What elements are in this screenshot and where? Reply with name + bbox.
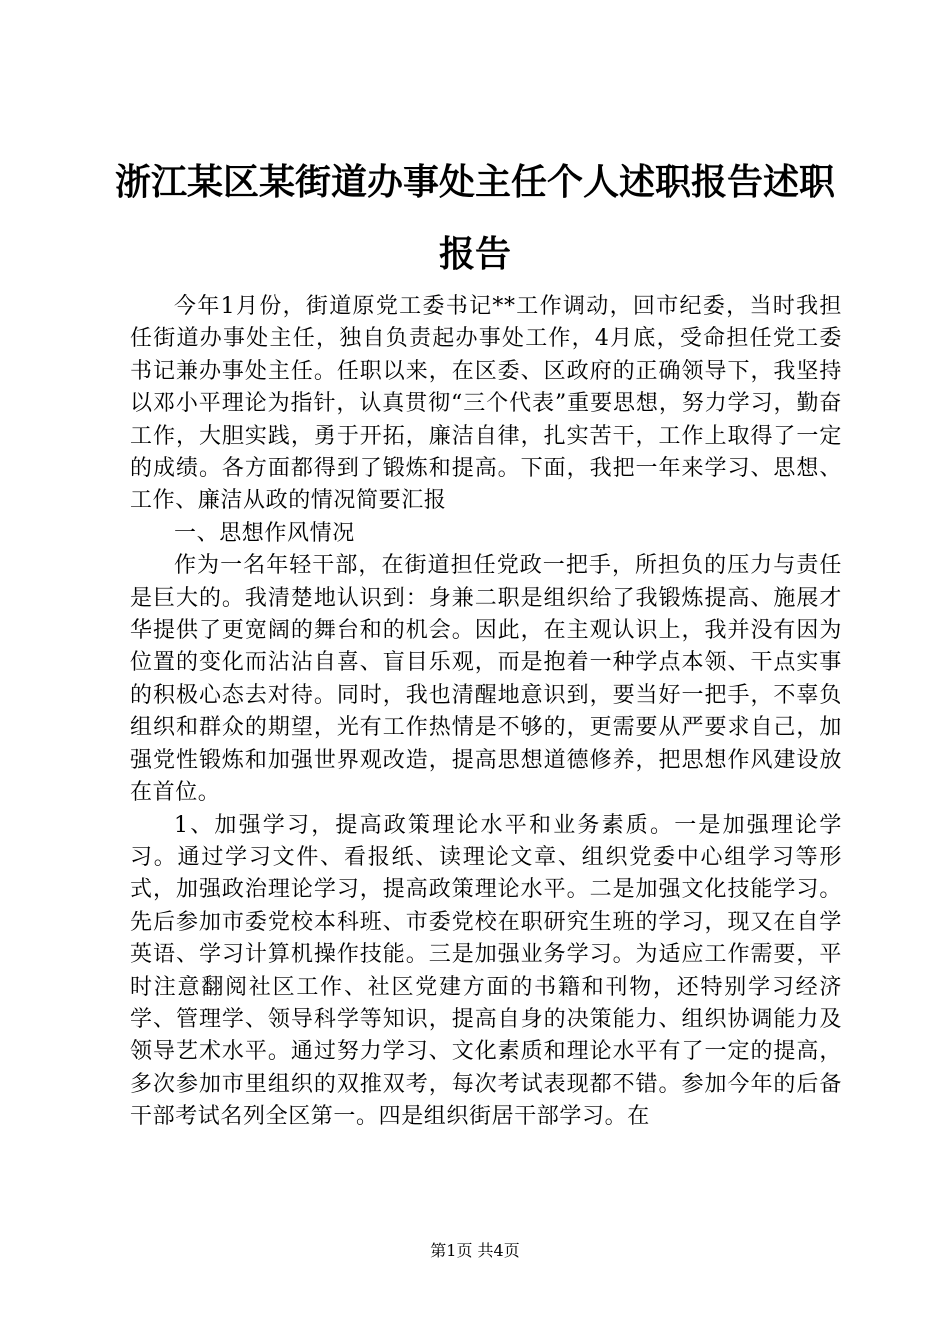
section-heading-ideology: 一、思想作风情况 xyxy=(174,520,355,546)
page-footer: 第1页 共4页 xyxy=(430,1241,520,1260)
document-title: 浙江某区某街道办事处主任个人述职报告述职报告 xyxy=(114,161,835,275)
document-body xyxy=(130,291,842,1134)
paragraph-intro: 今年1月份，街道原党工委书记**工作调动，回市纪委，当时我担任街道办事处主任，独自负责起办事处工作，4月底，受命担任党工委书记兼办事处主任。任职以来，在区委、区政府的正确领导下，我坚持以邓小平理论为指针，认真贯彻“三个代表”重要思想，努力学习，勤奋工作，大胆实践，勇于开拓，廉洁自律，扎实苦干，工作上取得了一定的成绩。各方面都得到了锻炼和提高。下面，我把一年来学习、思想、工作、廉洁从政的情况简要汇报 xyxy=(130,294,842,514)
paragraph-ideology: 作为一名年轻干部，在街道担任党政一把手，所担负的压力与责任是巨大的。我清楚地认识到：身兼二职是组织给了我锻炼提高、施展才华提供了更宽阔的舞台和的机会。因此，在主观认识上，我并没有因为位置的变化而沾沾自喜、盲目乐观，而是抱着一种学点本领、干点实事的积极心态去对待。同时，我也清醒地意识到，要当好一把手，不辜负组织和群众的期望，光有工作热情是不够的，更需要从严要求自己，加强党性锻炼和加强世界观改造，提高思想道德修养，把思想作风建设放在首位。 xyxy=(130,553,842,806)
paragraph-study: 1、加强学习，提高政策理论水平和业务素质。一是加强理论学习。通过学习文件、看报纸、读理论文章、组织党委中心组学习等形式，加强政治理论学习，提高政策理论水平。二是加强文化技能学习。先后参加市委党校本科班、市委党校在职研究生班的学习，现又在自学英语、学习计算机操作技能。三是加强业务学习。为适应工作需要，平时注意翻阅社区工作、社区党建方面的书籍和刊物，还特别学习经济学、管理学、领导科学等知识，提高自身的决策能力、组织协调能力及领导艺术水平。通过努力学习、文化素质和理论水平有了一定的提高，多次参加市里组织的双推双考，每次考试表现都不错。参加今年的后备干部考试名列全区第一。四是组织街居干部学习。在 xyxy=(130,812,842,1130)
